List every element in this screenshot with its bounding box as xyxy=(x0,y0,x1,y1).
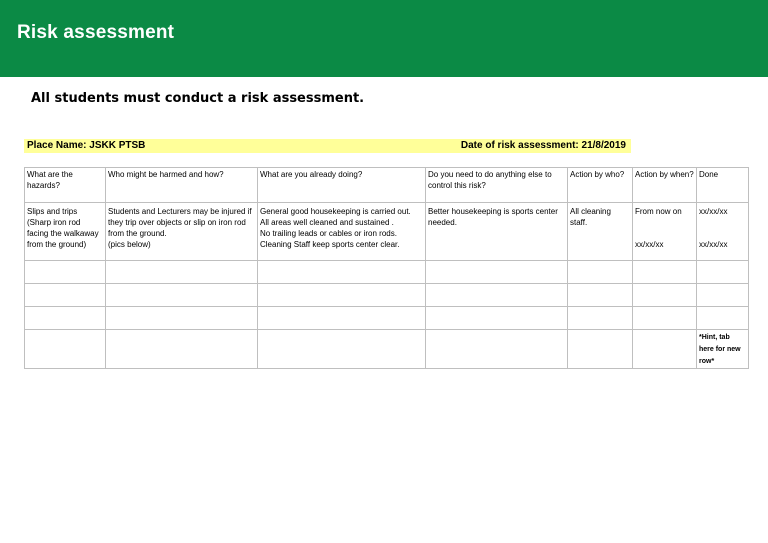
done-text-1: xx/xx/xx xyxy=(699,207,728,216)
header-done: Done xyxy=(697,168,749,203)
table-cell[interactable] xyxy=(25,261,106,284)
table-cell[interactable] xyxy=(25,284,106,307)
cell-action-who[interactable]: All cleaning staff. xyxy=(568,203,633,261)
table-row xyxy=(25,307,749,330)
instruction-text: All students must conduct a risk assessment. xyxy=(31,91,365,106)
table-cell[interactable] xyxy=(106,261,258,284)
table-cell[interactable] xyxy=(697,261,749,284)
table-cell[interactable] xyxy=(426,307,568,330)
place-name[interactable]: Place Name: JSKK PTSB xyxy=(27,140,146,151)
header-banner xyxy=(0,0,768,77)
cell-already-doing[interactable]: General good housekeeping is carried out. All areas well cleaned and sustained . No trailing leads or cables or iron rods. Cleaning Staff keep sports center clear. xyxy=(258,203,426,261)
risk-table xyxy=(24,167,749,369)
table-cell[interactable] xyxy=(258,307,426,330)
header-hazards: What are the hazards? xyxy=(25,168,106,203)
table-cell[interactable] xyxy=(106,307,258,330)
table-cell[interactable] xyxy=(697,307,749,330)
table-cell[interactable] xyxy=(106,284,258,307)
when-text-1: From now on xyxy=(635,207,682,216)
table-cell[interactable] xyxy=(25,330,106,369)
table-cell[interactable] xyxy=(426,330,568,369)
table-header-row xyxy=(25,168,749,203)
table-cell[interactable] xyxy=(258,284,426,307)
header-who-harmed: Who might be harmed and how? xyxy=(106,168,258,203)
table-cell[interactable] xyxy=(633,330,697,369)
when-text-2: xx/xx/xx xyxy=(635,240,664,249)
table-cell[interactable] xyxy=(633,261,697,284)
table-row xyxy=(25,284,749,307)
tab-hint-cell[interactable] xyxy=(697,330,749,369)
cell-anything-else[interactable]: Better housekeeping is sports center needed. xyxy=(426,203,568,261)
table-row xyxy=(25,330,749,369)
table-cell[interactable] xyxy=(568,307,633,330)
cell-action-when[interactable] xyxy=(633,203,697,261)
table-cell[interactable] xyxy=(106,330,258,369)
info-bar xyxy=(24,139,631,153)
table-cell[interactable] xyxy=(426,261,568,284)
cell-hazard[interactable]: Slips and trips (Sharp iron rod facing the walkaway from the ground) xyxy=(25,203,106,261)
header-anything-else: Do you need to do anything else to control this risk? xyxy=(426,168,568,203)
header-action-who: Action by who? xyxy=(568,168,633,203)
table-cell[interactable] xyxy=(697,284,749,307)
table-cell[interactable] xyxy=(426,284,568,307)
table-cell[interactable] xyxy=(568,261,633,284)
page-title: Risk assessment xyxy=(17,22,175,43)
table-cell[interactable] xyxy=(25,307,106,330)
table-row xyxy=(25,203,749,261)
cell-done[interactable] xyxy=(697,203,749,261)
tab-hint-note: *Hint, tab here for new row* xyxy=(699,334,741,365)
table-cell[interactable] xyxy=(633,307,697,330)
header-already-doing: What are you already doing? xyxy=(258,168,426,203)
table-cell[interactable] xyxy=(568,330,633,369)
header-action-when: Action by when? xyxy=(633,168,697,203)
done-text-2: xx/xx/xx xyxy=(699,240,728,249)
table-cell[interactable] xyxy=(633,284,697,307)
table-cell[interactable] xyxy=(568,284,633,307)
cell-who-harmed[interactable]: Students and Lecturers may be injured if they trip over objects or slip on iron rod from the ground. (pics below) xyxy=(106,203,258,261)
table-row xyxy=(25,261,749,284)
table-cell[interactable] xyxy=(258,261,426,284)
assessment-date[interactable]: Date of risk assessment: 21/8/2019 xyxy=(460,140,626,151)
table-cell[interactable] xyxy=(258,330,426,369)
